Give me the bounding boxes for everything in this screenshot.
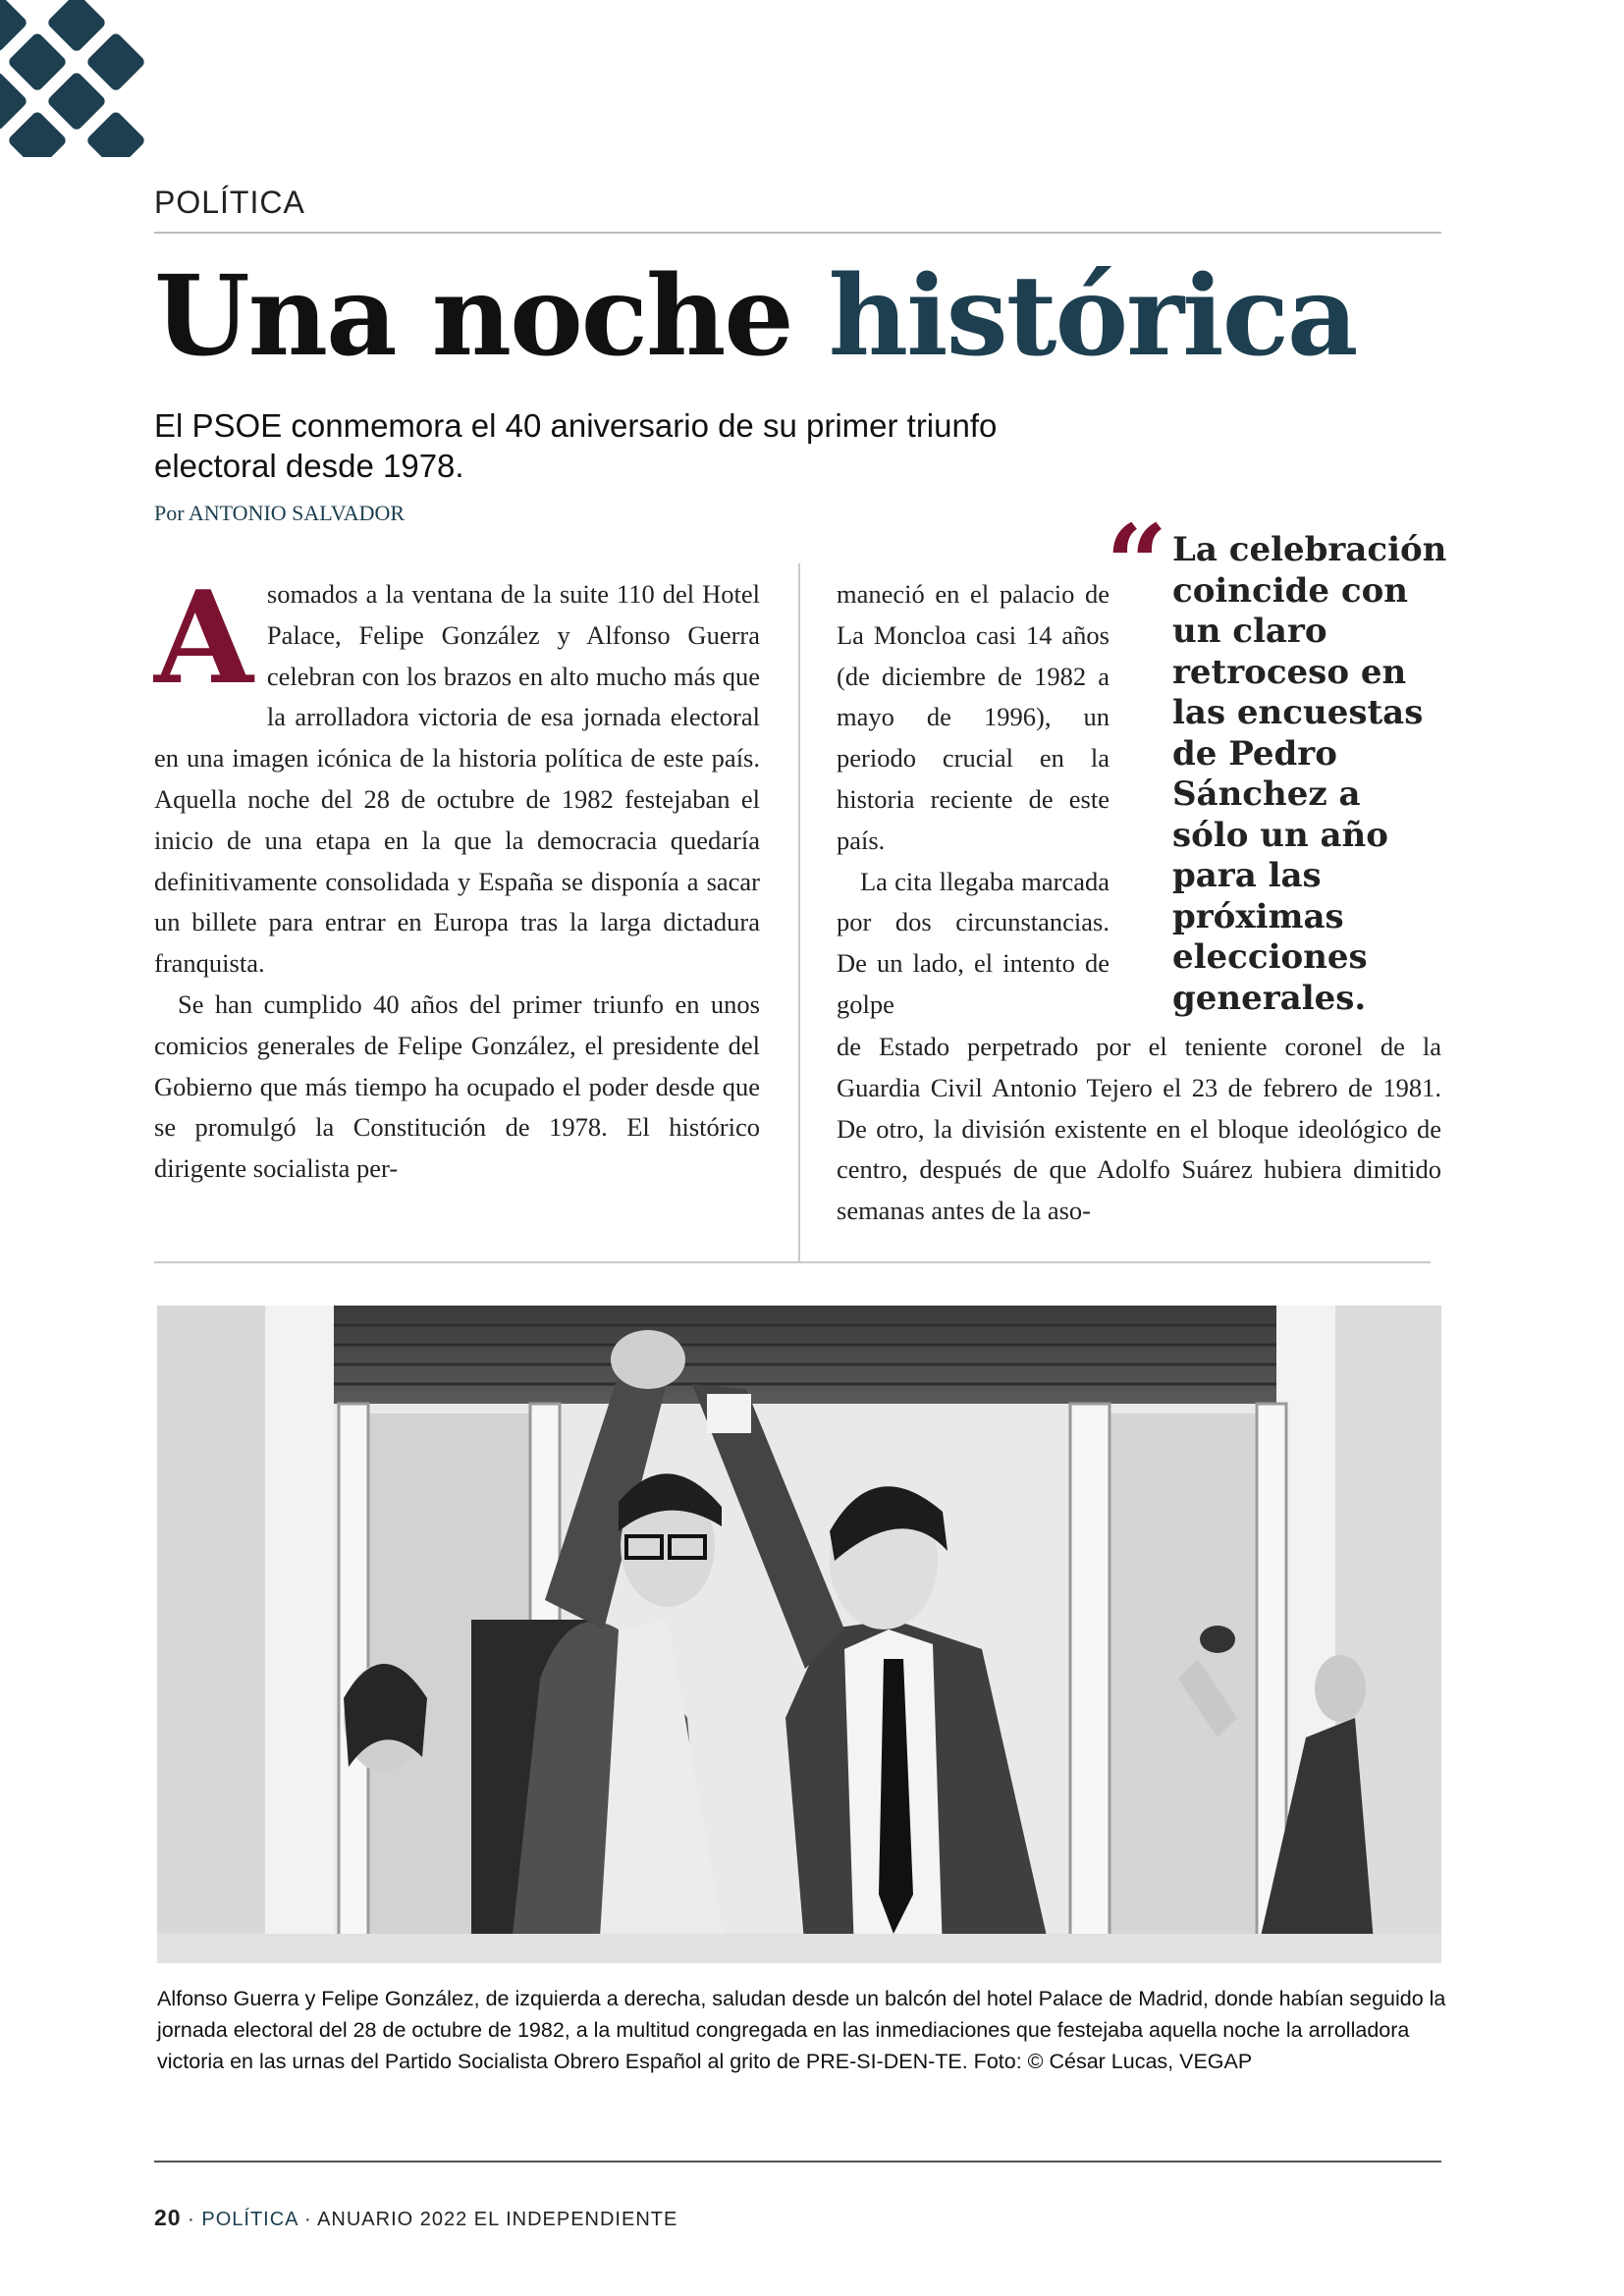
page-title [154,253,1356,381]
column-divider [798,563,800,1262]
article-paragraph: maneció en el palacio de La Moncloa casi 14 años (de diciembre de 1982 a mayo de 1996), un periodo crucial en la historia reciente de este país. [837,579,1110,855]
page-number: 20 [154,2205,182,2230]
diamond-grid-icon [0,0,196,157]
black-and-white-balcony-photo [157,1306,1441,1963]
quote-mark-icon: “ [1106,501,1168,627]
photo-caption: Alfonso Guerra y Felipe González, de izquierda a derecha, saludan desde un balcón del hotel Palace de Madrid, donde habían seguido la jornada electoral del 28 de octubre de 1982, a la multitud congregada en las inmediaciones que festejaba aquella noche la arrolladora victoria en las urnas del Partido Socialista Obrero Español al grito de PRE-SI-DEN-TE. Foto: © César Lucas, VEGAP [157,1987,1446,2073]
footer-section: POLÍTICA [201,2209,298,2230]
paragraph-text: somados a la ventana de la suite 110 del Hotel Palace, Felipe González y Alfonso Guerra celebran con los brazos en alto mucho más que la arrolladora victoria de esa jornada electoral en una imagen icónica de la historia política de este país. Aquella noche del 28 de octubre de 1982 festejaban el inicio de una etapa en la que la democracia quedaría definitivamente consolidada y España se disponía a sacar un billete para entrar en Europa tras la larga dictadura franquista. [154,579,760,979]
byline-author: ANTONIO SALVADOR [188,501,406,525]
article-column-1 [154,562,760,1190]
section-divider [154,1261,1431,1263]
article-paragraph [154,562,760,985]
article-column-2-top [837,574,1110,1026]
title-part-1: Una noche [154,252,829,381]
byline-prefix: Por [154,501,189,525]
article-paragraph: Se han cumplido 40 años del primer triunfo en unos comicios generales de Felipe González, el presidente del Gobierno que más tiempo ha ocupado el poder desde que se promulgó la Constitución de 1978. El histórico dirigente socialista per- [154,988,760,1184]
article-paragraph: La cita llegaba marcada por dos circunstancias. De un lado, el intento de golpe [837,866,1110,1019]
footer-separator: · [181,2209,202,2230]
article-column-2-bottom [837,1027,1441,1232]
drop-cap: A [154,562,253,713]
footer-divider [154,2161,1441,2163]
pull-quote: La celebración coincide con un claro retroceso en las encuestas de Pedro Sánchez a sólo un año para las próximas elecciones generales. [1172,530,1447,1018]
subheadline: El PSOE conmemora el 40 aniversario de su primer triunfo electoral desde 1978. [154,407,998,484]
header-divider [154,232,1441,234]
title-accent: histórica [828,252,1357,381]
section-label: POLÍTICA [154,185,305,220]
footer-separator: · [298,2209,318,2230]
footer-publication: ANUARIO 2022 EL INDEPENDIENTE [317,2209,678,2230]
page-footer [154,2205,677,2231]
article-paragraph: de Estado perpetrado por el teniente coronel de la Guardia Civil Antonio Tejero el 23 de febrero de 1981. De otro, la división existente en el bloque ideológico de centro, después de que Adolfo Suárez hubiera dimitido semanas antes de la aso- [837,1032,1441,1226]
byline [154,501,405,526]
